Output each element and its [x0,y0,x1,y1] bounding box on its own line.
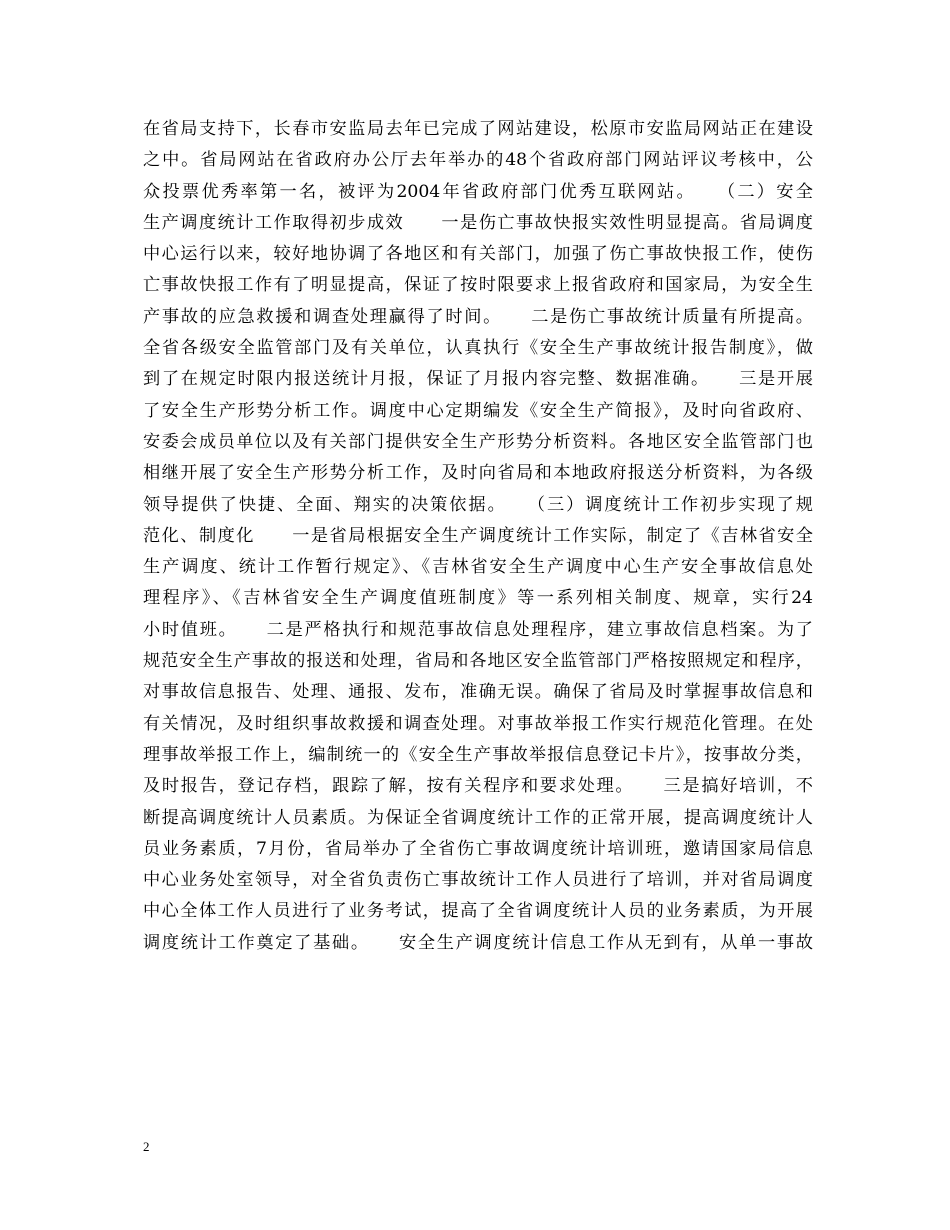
text-line: 生产调度、统计工作暂行规定》、《吉林省安全生产调度中心生产安全事故信息处 [143,557,813,578]
text-line: 中心运行以来，较好地协调了各地区和有关部门，加强了伤亡事故快报工作，使伤 [143,244,813,265]
text-line: 理事故举报工作上，编制统一的《安全生产事故举报信息登记卡片》，按事故分类， [143,744,813,765]
text-line: 有关情况，及时组织事故救援和调查处理。对事故举报工作实行规范化管理。在处 [143,713,813,734]
text-line: 规范安全生产事故的报送和处理，省局和各地区安全监管部门严格按照规定和程序， [143,651,813,672]
text-line: 到了在规定时限内报送统计月报，保证了月报内容完整、数据准确。 三是开展 [143,369,813,390]
page-number: 2 [143,1139,150,1154]
text-line: 在省局支持下，长春市安监局去年已完成了网站建设，松原市安监局网站正在建设 [143,119,813,139]
text-line: 相继开展了安全生产形势分析工作，及时向省局和本地政府报送分析资料，为各级 [143,463,813,484]
text-line: 员业务素质，7月份，省局举办了全省伤亡事故调度统计培训班，邀请国家局信息 [143,838,813,859]
text-line: 断提高调度统计人员素质。为保证全省调度统计工作的正常开展，提高调度统计人 [143,807,813,828]
text-line: 产事故的应急救援和调查处理赢得了时间。 二是伤亡事故统计质量有所提高。 [143,306,813,327]
text-line: 生产调度统计工作取得初步成效 一是伤亡事故快报实效性明显提高。省局调度 [143,212,813,233]
text-line: 小时值班。 二是严格执行和规范事故信息处理程序，建立事故信息档案。为了 [143,619,813,640]
text-line: 了安全生产形势分析工作。调度中心定期编发《安全生产简报》，及时向省政府、 [143,400,813,421]
text-line: 中心业务处室领导，对全省负责伤亡事故统计工作人员进行了培训，并对省局调度 [143,870,813,891]
text-line: 全省各级安全监管部门及有关单位，认真执行《安全生产事故统计报告制度》，做 [143,338,813,359]
text-line: 亡事故快报工作有了明显提高，保证了按时限要求上报省政府和国家局，为安全生 [143,275,813,296]
body-text [143,114,813,959]
text-line: 及时报告，登记存档，跟踪了解，按有关程序和要求处理。 三是搞好培训，不 [143,776,813,797]
text-line: 中心全体工作人员进行了业务考试，提高了全省调度统计人员的业务素质，为开展 [143,901,813,922]
text-line: 对事故信息报告、处理、通报、发布，准确无误。确保了省局及时掌握事故信息和 [143,682,813,703]
text-line: 范化、制度化 一是省局根据安全生产调度统计工作实际，制定了《吉林省安全 [143,525,813,546]
text-line: 众投票优秀率第一名，被评为2004年省政府部门优秀互联网站。 （二）安全 [143,181,813,202]
text-line: 调度统计工作奠定了基础。 安全生产调度统计信息工作从无到有，从单一事故 [143,932,813,953]
text-line: 理程序》、《吉林省安全生产调度值班制度》等一系列相关制度、规章，实行24 [143,588,813,609]
text-line: 安委会成员单位以及有关部门提供安全生产形势分析资料。各地区安全监管部门也 [143,431,813,452]
text-line: 之中。省局网站在省政府办公厅去年举办的48个省政府部门网站评议考核中，公 [143,150,813,171]
text-line: 领导提供了快捷、全面、翔实的决策依据。 （三）调度统计工作初步实现了规 [143,494,813,515]
